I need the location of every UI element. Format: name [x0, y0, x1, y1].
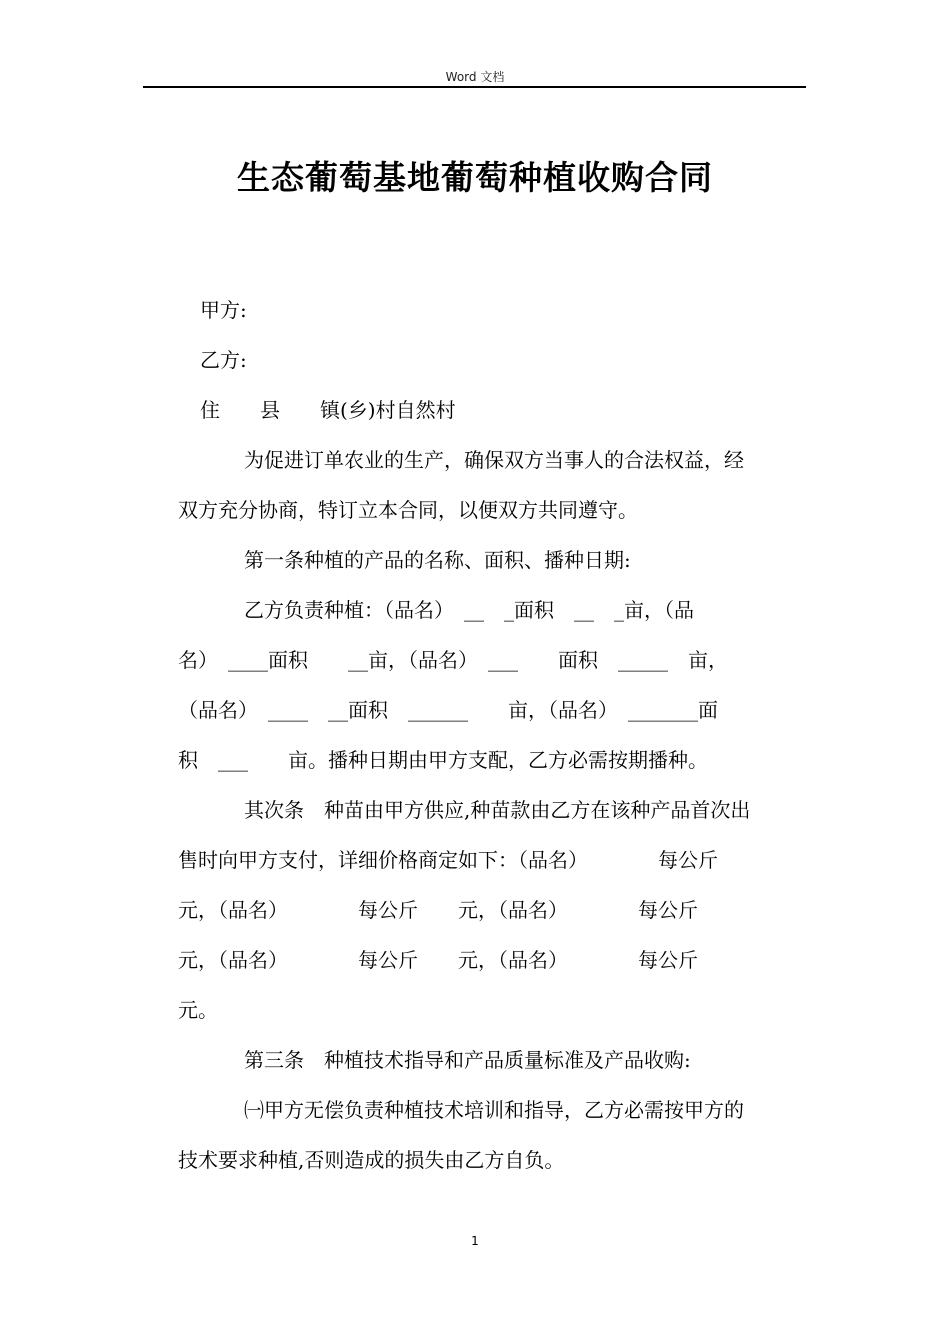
- article-2-line-1: 其次条 种苗由甲方供应,种苗款由乙方在该种产品首次出: [244, 798, 751, 822]
- article-1-line-1: 乙方负责种植：（品名） __ _面积 __ _亩，（品: [244, 598, 694, 622]
- article-1-heading: 第一条种植的产品的名称、面积、播种日期:: [244, 548, 631, 572]
- address-line: 住 县 镇(乡)村自然村: [200, 398, 456, 422]
- article-3-heading: 第三条 种植技术指导和产品质量标准及产品收购:: [244, 1048, 691, 1072]
- party-a-label: 甲方:: [200, 298, 247, 322]
- header-divider: [143, 86, 806, 88]
- article-3-line-1: ㈠甲方无偿负责种植技术培训和指导，乙方必需按甲方的: [244, 1098, 744, 1122]
- article-2-line-4: 元，（品名） 每公斤 元，（品名） 每公斤: [178, 948, 698, 972]
- article-3-line-2: 技术要求种植,否则造成的损失由乙方自负。: [178, 1148, 565, 1172]
- document-title: 生态葡萄基地葡萄种植收购合同: [237, 158, 713, 197]
- article-2-line-2: 售时向甲方支付，详细价格商定如下：（品名） 每公斤: [178, 848, 718, 872]
- party-b-label: 乙方:: [200, 348, 247, 372]
- article-2-line-5: 元。: [178, 998, 218, 1022]
- intro-line-2: 双方充分协商，特订立本合同，以便双方共同遵守。: [178, 498, 638, 522]
- article-1-line-2: 名） ____面积 __亩，（品名） ___ 面积 _____ 亩，: [178, 648, 728, 672]
- article-2-line-3: 元，（品名） 每公斤 元，（品名） 每公斤: [178, 898, 698, 922]
- page-number: 1: [471, 1234, 479, 1248]
- article-1-line-3: （品名） ____ __面积 ______ 亩，（品名） _______面: [178, 698, 718, 722]
- intro-line-1: 为促进订单农业的生产，确保双方当事人的合法权益，经: [244, 448, 744, 472]
- document-header: Word 文档: [445, 70, 505, 84]
- article-1-line-4: 积 ___ 亩。播种日期由甲方支配，乙方必需按期播种。: [178, 748, 708, 772]
